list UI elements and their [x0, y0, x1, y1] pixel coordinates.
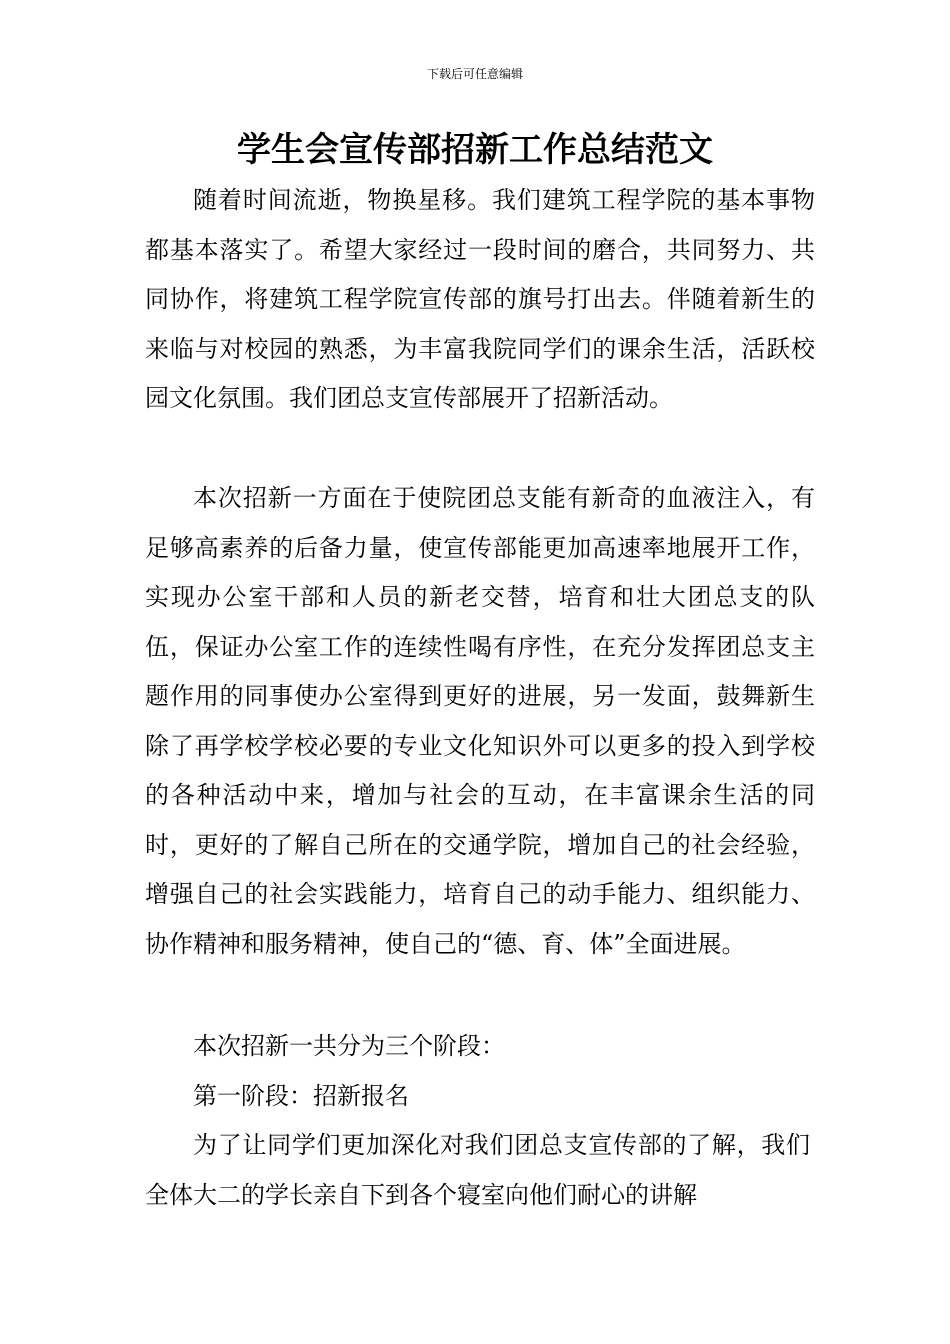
body-paragraph: 本次招新一方面在于使院团总支能有新奇的血液注入，有足够高素养的后备力量，使宣传部能更加高速率地展开工作，实现办公室干部和人员的新老交替，培育和壮大团总支的队伍，保证办公室工作的连续性喝有序性，在充分发挥团总支主题作用的同事使办公室得到更好的进展，另一发面，鼓舞新生除了再学校学校必要的专业文化知识外可以更多的投入到学校的各种活动中来，增加与社会的互动，在丰富课余生活的同时，更好的了解自己所在的交通学院，增加自己的社会经验，增强自己的社会实践能力，培育自己的动手能力、组织能力、协作精神和服务精神，使自己的“德、育、体”全面进展。	[145, 484, 815, 958]
document-title: 学生会宣传部招新工作总结范文	[237, 130, 713, 170]
body-paragraph: 随着时间流逝，物换星移。我们建筑工程学院的基本事物都基本落实了。希望大家经过一段时间的磨合，共同努力、共同协作，将建筑工程学院宣传部的旗号打出去。伴随着新生的来临与对校园的熟悉，为丰富我院同学们的课余生活，活跃校园文化氛围。我们团总支宣传部展开了招新活动。	[145, 186, 815, 412]
body-paragraph: 为了让同学们更加深化对我们团总支宣传部的了解，我们全体大二的学长亲自下到各个寝室向他们耐心的讲解	[145, 1131, 810, 1209]
page-header-note: 下载后可任意编辑	[426, 67, 523, 81]
body-paragraph: 本次招新一共分为三个阶段：	[193, 1032, 505, 1060]
section-heading: 第一阶段：招新报名	[193, 1082, 409, 1110]
